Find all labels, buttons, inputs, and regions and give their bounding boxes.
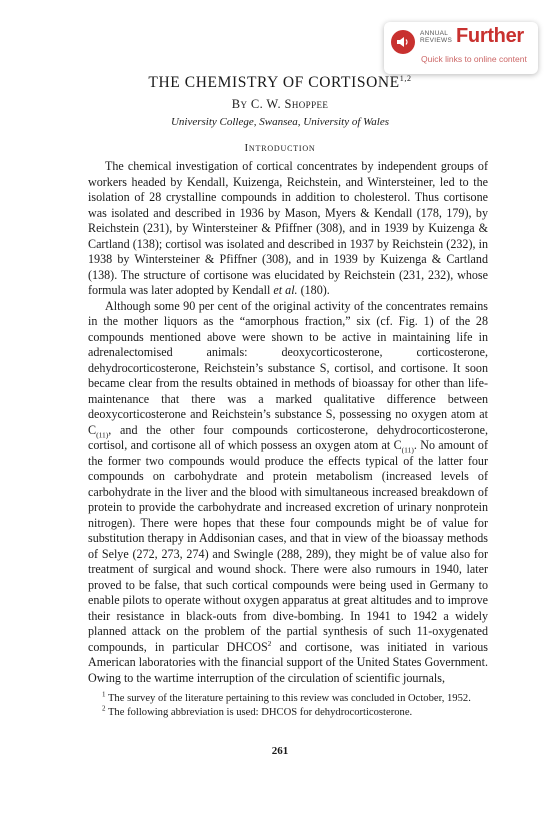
footnote-1: $^1$ The survey of the literature pertaining to this review was concluded in October, 1952. [102,690,471,704]
further-links-badge[interactable] [384,22,538,74]
section-heading: Introduction [244,142,316,154]
page-number: 261 [271,745,289,757]
article-title: THE CHEMISTRY OF CORTISONE$^{1,2}$ [148,74,412,92]
further-label: Further [456,25,524,47]
footnote-2: $^2$ The following abbreviation is used: DHCOS for dehydrocorticosterone. [102,704,413,718]
body-text [88,159,488,686]
annual-reviews-logo: ANNUAL REVIEWS [420,30,453,44]
further-subtitle: Quick links to online content [421,54,527,64]
author-line: By C. W. Shoppee [231,97,329,111]
footnotes [88,692,488,719]
title-footnote-marks: 1,2 [399,74,412,83]
paragraph-1: The chemical investigation of cortical concentrates by independent groups of workers headed by Kendall, Kuizenga, Reichstein, and Wintersteiner, led to the isolation of 28 crystalline compounds in addition to cholesterol. Thus cortisone was isolated and described in 1936 by Mason, Myers & Kendall (178, 179), by Reichstein (231), by Wintersteiner & Pfiffner (308), and in 1939 by Kuizenga & Cartland (138); cortisol was isolated and described in 1937 by Reichstein (232), in 1938 by Wintersteiner & Pfiffner (308), and in 1939 by Kuizenga & Cartland (138). The structure of cortisone was elucidated by Reichstein (231, 232), whose formula was later adopted by Kendall et al. (180). [88,159,488,297]
paragraph-2: Although some 90 per cent of the original activity of the concentrates remains in the mother liquors as the “amorphous fraction,” six (cf. Fig. 1) of the 28 compounds mentioned above were shown to be active in maintaining life in adrenalectomised animals: deoxycorticosterone, corticosterone, dehydrocorticosterone, Reichstein’s substance S, cortisol, and cortisone. It soon became clear from the results obtained in methods of bioassay for other than life-maintenance that there was a marked qualitative difference between deoxycorticosterone and Reichstein’s substance S, possessing no oxygen atom at $C_{(11)}$, and the other four compounds corticosterone, dehydrocorticosterone, cortisol, and cortisone all of which possess an oxygen atom at $C_{(11)}$. No amount of the former two compounds would produce the effects typical of the latter four compounds on carbohydrate and protein metabolism (increased levels of carbohydrate in the liver and the blood with simultaneous increased breakdown of protein to provide the carbohydrate and increased excretion of urinary nonprotein nitrogen). There were hopes that these four compounds might be of value for substitution therapy in Addisonian cases, and that in view of the bioassay methods of Selye (272, 273, 274) and Swingle (288, 289), they might be of value also for treatment of surgical and wound shock. There were also rumours in 1940, later proved to be false, that such cortical compounds were being used in Germany to enable pilots to operate without oxygen apparatus at great altitudes and to improve their resistance in black-outs from dive-bombing. In 1941 to 1942 a widely planned attack on the problem of the partial synthesis of such 11-oxygenated compounds, in particular DHCOS$^2$ and cortisone, was initiated in various American laboratories with the financial support of the United States Government. Owing to the wartime interruption of the circulation of scientific journals, [88,298,488,685]
affiliation: University College, Swansea, University of Wales [170,116,390,128]
speaker-icon [391,30,415,54]
